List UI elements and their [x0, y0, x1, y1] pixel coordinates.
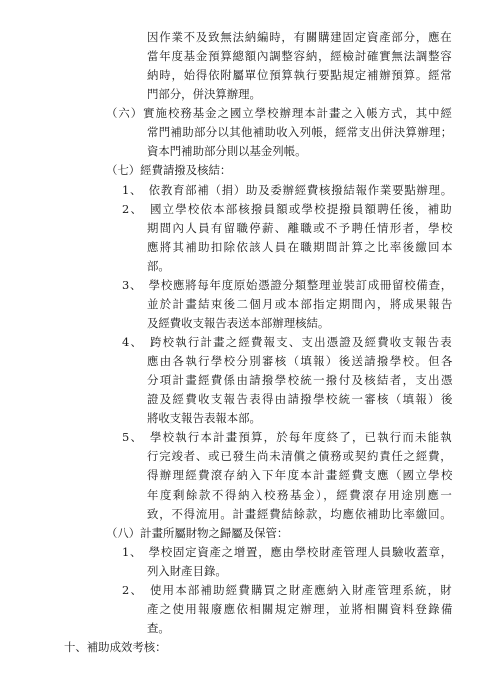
text-line: 納時，始得依附屬單位預算執行要點規定補辦預算。經常: [147, 68, 453, 83]
text-line: 分項計畫經費係由請撥學校統一撥付及核結者，支出憑: [147, 373, 454, 388]
section-heading-8: （八）計畫所屬財物之歸屬及保管：: [106, 525, 289, 540]
text-line: 將收支報告表報本部。: [147, 411, 261, 426]
text-line: 行完竣者、或已發生尚未清償之債務或契約責任之經費，: [147, 449, 453, 464]
section-heading-6: （六）實施校務基金之國立學校辦理本計畫之入帳方式，其中經: [106, 106, 453, 121]
text-line: 得辦理經費滾存納入下年度本計畫經費支應（國立學校: [147, 468, 454, 483]
list-item: 2、 使用本部補助經費購買之財產應納入財產管理系統，財: [122, 582, 453, 597]
text-line: 並於計畫結束後二個月或本部指定期間內，將成果報告: [147, 296, 454, 311]
section-heading-7: （七）經費請撥及核結：: [106, 163, 232, 178]
text-line: 及經費收支報告表送本部辦理核結。: [147, 315, 330, 330]
section-heading-10: 十、補助成效考核：: [64, 640, 167, 654]
text-line: 查。: [147, 620, 170, 635]
text-line: 當年度基金預算總額內調整容納，經檢討確實無法調整容: [147, 49, 453, 64]
text-line: 部。: [147, 258, 170, 273]
text-line: 應將其補助扣除依該人員在職期間計算之比率後繳回本: [147, 239, 454, 254]
text-line: 應由各執行學校分別審核（填報）後送請撥學校。但各: [147, 354, 454, 369]
text-line: 產之使用報廢應依相關規定辦理，並將相關資料登錄備: [147, 601, 454, 616]
list-item: 1、 學校固定資產之增置，應由學校財產管理人員驗收蓋章，: [122, 544, 453, 559]
list-item: 5、 學校執行本計畫預算，於每年度終了，已執行而未能執: [122, 430, 453, 445]
text-line: 資本門補助部分則以基金列帳。: [147, 144, 307, 159]
text-line: 常門補助部分以其他補助收入列帳，經常支出併決算辦理；: [147, 125, 453, 140]
text-line: 致，不得流用。計畫經費結餘款，均應依補助比率繳回。: [147, 506, 453, 521]
list-item: 2、 國立學校依本部核撥員額或學校提撥員額聘任後，補助: [122, 201, 453, 216]
text-line: 列入財產目錄。: [147, 563, 227, 578]
text-line: 期間內人員有留職停薪、離職或不予聘任情形者，學校: [147, 220, 454, 235]
text-line: 因作業不及致無法納編時，有關購建固定資產部分，應在: [147, 30, 453, 44]
list-item: 1、 依教育部補（捐）助及委辦經費核撥結報作業要點辦理。: [122, 182, 453, 197]
text-line: 門部分，併決算辦理。: [147, 87, 261, 102]
list-item: 3、 學校應將每年度原始憑證分類整理並裝訂成冊留校備查，: [122, 277, 453, 292]
list-item: 4、 跨校執行計畫之經費報支、支出憑證及經費收支報告表: [122, 335, 453, 349]
text-line: 證及經費收支報告表得由請撥學校統一審核（填報）後: [147, 392, 454, 407]
text-line: 年度剩餘款不得納入校務基金），經費滾存用途別應一: [147, 487, 454, 502]
